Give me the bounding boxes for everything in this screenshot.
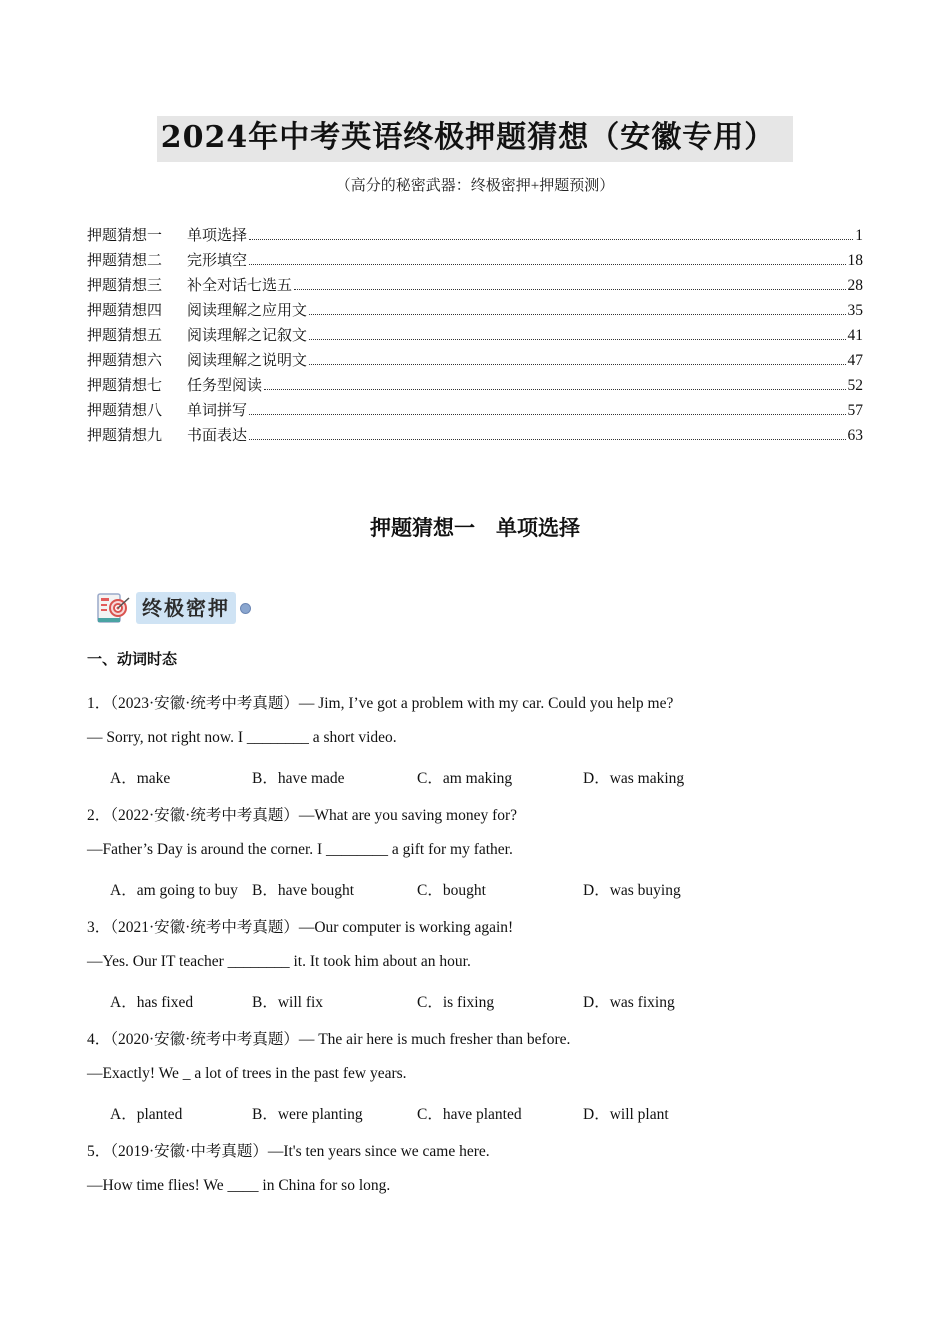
toc-name: 完形填空	[187, 251, 248, 269]
toc-leader	[309, 339, 845, 340]
toc-page: 28	[847, 277, 863, 294]
toc-name: 阅读理解之记叙文	[187, 326, 308, 344]
toc-leader	[249, 264, 845, 265]
toc-name: 阅读理解之应用文	[187, 301, 308, 319]
toc-row[interactable]	[87, 399, 863, 424]
toc-leader	[249, 414, 845, 415]
document-subtitle: （高分的秘密武器：终极密押+押题预测）	[335, 178, 615, 194]
toc-leader	[294, 289, 845, 290]
toc-row[interactable]	[87, 374, 863, 399]
subsection-heading: 一、动词时态	[87, 650, 178, 668]
option-b[interactable]: B．will fix	[252, 994, 324, 1011]
option-d[interactable]: D．was buying	[583, 882, 681, 899]
section-title: 押题猜想一 单项选择	[370, 516, 580, 540]
toc-row[interactable]	[87, 224, 863, 249]
toc-number: 押题猜想一	[87, 226, 163, 244]
option-b[interactable]: B．have made	[252, 770, 345, 787]
title-wrap	[0, 116, 950, 162]
question-stem: 3．（2021·安徽·统考中考真题）—Our computer is working again!	[87, 919, 514, 936]
toc-number: 押题猜想五	[87, 326, 163, 344]
toc-page: 35	[847, 302, 863, 319]
toc-name: 补全对话七选五	[187, 276, 293, 294]
toc-name: 单项选择	[187, 226, 248, 244]
toc-page: 63	[847, 427, 863, 444]
option-b[interactable]: B．were planting	[252, 1106, 363, 1123]
question-stem: 2．（2022·安徽·统考中考真题）—What are you saving money for?	[87, 807, 518, 824]
option-a[interactable]: A．planted	[110, 1106, 183, 1123]
toc-row[interactable]	[87, 249, 863, 274]
toc-leader	[309, 364, 845, 365]
badge-dot	[240, 603, 251, 614]
toc-row[interactable]	[87, 349, 863, 374]
option-d[interactable]: D．was fixing	[583, 994, 675, 1011]
question-response: —How time flies! We ____ in China for so long.	[87, 1177, 391, 1194]
toc-number: 押题猜想六	[87, 351, 163, 369]
option-a[interactable]: A．am going to buy	[110, 882, 238, 899]
toc-name: 单词拼写	[187, 401, 248, 419]
toc-row[interactable]	[87, 424, 863, 449]
question-response: —Exactly! We _ a lot of trees in the past few years.	[87, 1065, 407, 1082]
option-d[interactable]: D．will plant	[583, 1106, 669, 1123]
toc-number: 押题猜想八	[87, 401, 163, 419]
toc-name: 阅读理解之说明文	[187, 351, 308, 369]
question-response: —Yes. Our IT teacher ________ it. It took him about an hour.	[87, 953, 471, 970]
option-c[interactable]: C．is fixing	[417, 994, 495, 1011]
toc-page: 18	[847, 252, 863, 269]
option-c[interactable]: C．am making	[417, 770, 513, 787]
option-d[interactable]: D．was making	[583, 770, 685, 787]
toc-row[interactable]	[87, 274, 863, 299]
toc-page: 41	[847, 327, 863, 344]
toc-leader	[264, 389, 845, 390]
document-title: 2024年中考英语终极押题猜想（安徽专用）	[157, 116, 794, 162]
toc-name: 任务型阅读	[187, 376, 263, 394]
toc-number: 押题猜想三	[87, 276, 163, 294]
toc-number: 押题猜想九	[87, 426, 163, 444]
toc-name: 书面表达	[187, 426, 248, 444]
option-a[interactable]: A．has fixed	[110, 994, 194, 1011]
question-stem: 1．（2023·安徽·统考中考真题）— Jim, I’ve got a problem with my car. Could you help me?	[87, 695, 674, 712]
toc-page: 1	[855, 227, 863, 244]
option-c[interactable]: C．have planted	[417, 1106, 522, 1123]
question-response: —Father’s Day is around the corner. I ________ a gift for my father.	[87, 841, 513, 858]
toc-page: 47	[847, 352, 863, 369]
option-a[interactable]: A．make	[110, 770, 171, 787]
toc-page: 52	[847, 377, 863, 394]
toc-page: 57	[847, 402, 863, 419]
toc-number: 押题猜想二	[87, 251, 163, 269]
toc-leader	[249, 439, 845, 440]
toc-row[interactable]	[87, 324, 863, 349]
toc-number: 押题猜想七	[87, 376, 163, 394]
question-stem: 5．（2019·安徽·中考真题）—It's ten years since we came here.	[87, 1143, 490, 1160]
question-stem: 4．（2020·安徽·统考中考真题）— The air here is much fresher than before.	[87, 1031, 571, 1048]
toc-row[interactable]	[87, 299, 863, 324]
section-badge	[96, 590, 251, 626]
toc-leader	[249, 239, 853, 240]
badge-label: 终极密押	[136, 592, 236, 624]
option-b[interactable]: B．have bought	[252, 882, 355, 899]
target-board-icon	[96, 590, 132, 626]
toc-number: 押题猜想四	[87, 301, 163, 319]
table-of-contents	[87, 224, 863, 449]
question-response: — Sorry, not right now. I ________ a short video.	[87, 729, 397, 746]
option-c[interactable]: C．bought	[417, 882, 486, 899]
toc-leader	[309, 314, 845, 315]
